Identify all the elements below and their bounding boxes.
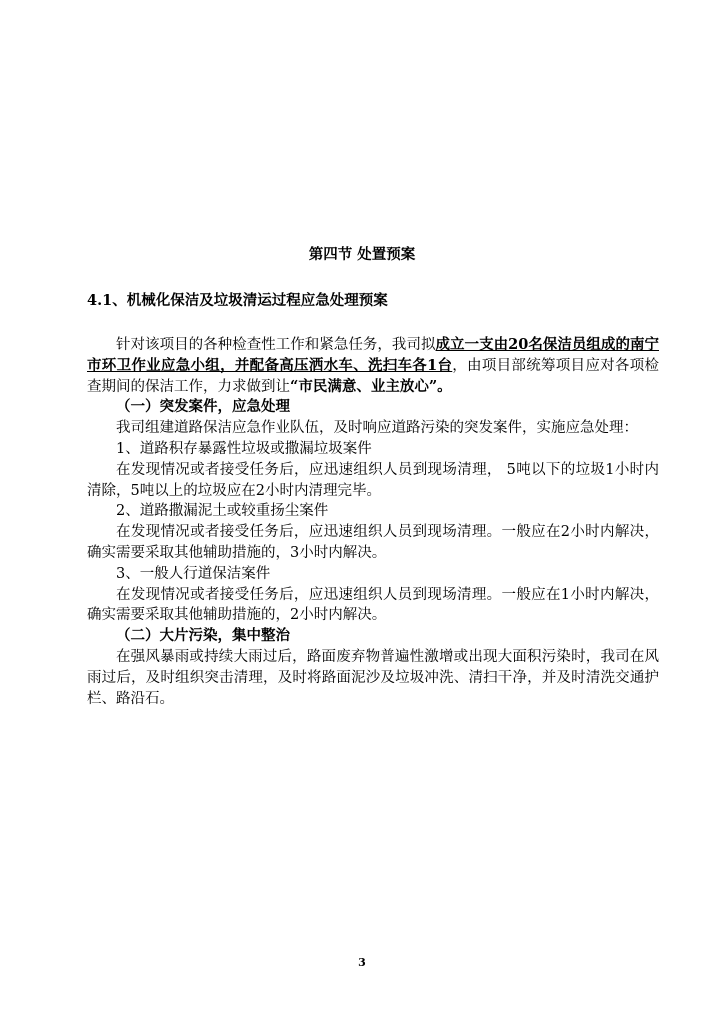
intro-emphasis-quote: “市民满意、业主放心”。 bbox=[290, 377, 452, 395]
intro-paragraph bbox=[87, 335, 659, 397]
intro-text-2: ，由项目部统筹项目应对各项检查期间的保洁工作，力求做到让 bbox=[87, 357, 659, 395]
item-1-title: 1、道路积存暴露性垃圾或撒漏垃圾案件 bbox=[116, 440, 372, 457]
item-3-title: 3、一般人行道保洁案件 bbox=[116, 565, 271, 582]
page-number: 3 bbox=[358, 956, 366, 969]
heading-emergency: （一）突发案件，应急处理 bbox=[116, 398, 290, 416]
section-title: 第四节 处置预案 bbox=[308, 246, 416, 263]
paragraph-large-pollution: 在强风暴雨或持续大雨过后，路面废弃物普遍性激增或出现大面积污染时，我司在风雨过后，及时组织突击清理，及时将路面泥沙及垃圾冲洗、清扫干净，并及时清洗交通护栏、路沿石。 bbox=[87, 648, 659, 707]
subsection-title: 4.1、机械化保洁及垃圾清运过程应急处理预案 bbox=[87, 292, 388, 309]
paragraph-emergency: 我司组建道路保洁应急作业队伍，及时响应道路污染的突发案件，实施应急处理： bbox=[116, 420, 638, 437]
item-2-text: 在发现情况或者接受任务后，应迅速组织人员到现场清理。一般应在2小时内解决，确实需要采取其他辅助措施的，3小时内解决。 bbox=[87, 524, 659, 561]
item-3-text: 在发现情况或者接受任务后，应迅速组织人员到现场清理。一般应在1小时内解决，确实需要采取其他辅助措施的，2小时内解决。 bbox=[87, 586, 659, 624]
body-content bbox=[87, 335, 659, 709]
heading-large-pollution: （二）大片污染，集中整治 bbox=[116, 627, 290, 645]
intro-text-1: 针对该项目的各种检查性工作和紧急任务，我司拟 bbox=[116, 337, 436, 353]
intro-emphasis-underlined: 成立一支由20名保洁员组成的南宁市环卫作业应急小组，并配备高压洒水车、洗扫车各1台 bbox=[87, 336, 659, 374]
item-1-text: 在发现情况或者接受任务后，应迅速组织人员到现场清理， 5吨以下的垃圾1小时内清除，5吨以上的垃圾应在2小时内清理完毕。 bbox=[87, 461, 659, 499]
item-2-title: 2、道路撒漏泥土或较重扬尘案件 bbox=[116, 503, 329, 520]
